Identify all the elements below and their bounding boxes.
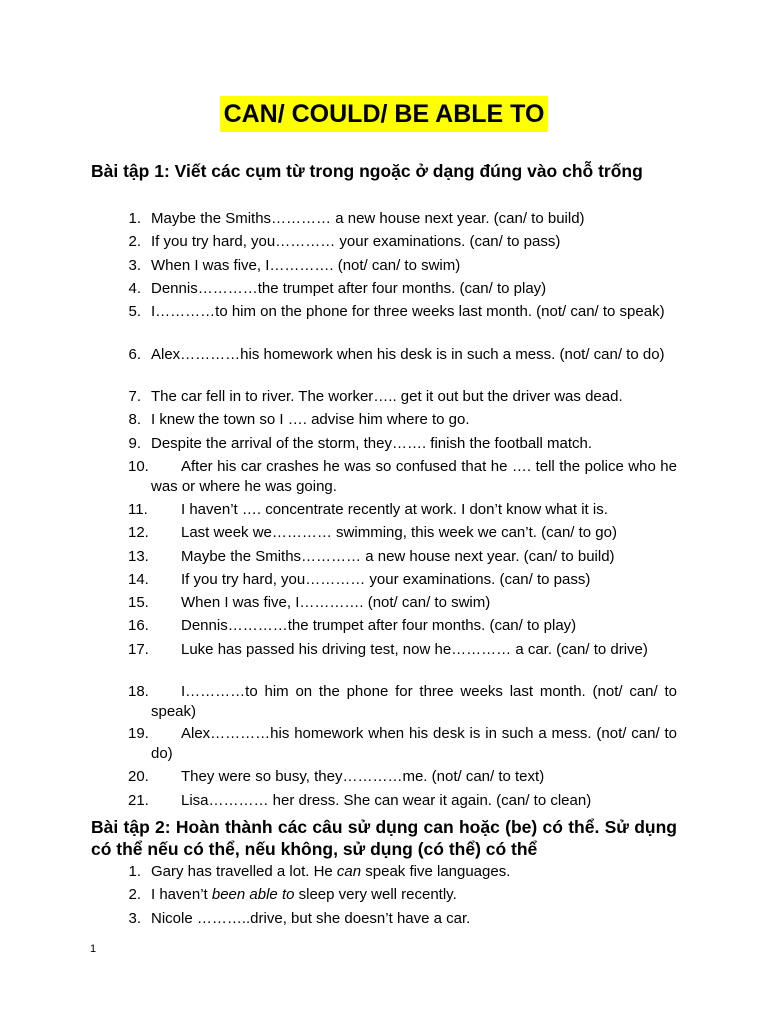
item-number: 7.: [128, 388, 141, 405]
item-text: When I was five, I…………. (not/ can/ to swim): [181, 594, 491, 611]
item-number: 16.: [128, 617, 149, 634]
item-text: The car fell in to river. The worker….. get it out but the driver was dead.: [151, 388, 623, 405]
item-text: I…………to him on the phone for three weeks last month. (not/ can/ to speak): [151, 303, 665, 320]
item-number: 13.: [128, 548, 149, 565]
item-text: [151, 885, 677, 905]
title-container: [0, 96, 768, 132]
item-number: 20.: [128, 768, 149, 785]
item-text: After his car crashes he was so confused that he …. tell the police who he was or where he was going.: [151, 458, 677, 495]
item-text-emphasis: can: [336, 863, 362, 880]
item-text: Lisa………… her dress. She can wear it again. (can/ to clean): [181, 792, 592, 809]
item-text-pre: Gary has travelled a lot. He: [151, 863, 337, 880]
item-number: 2.: [128, 886, 141, 903]
page-number: 1: [90, 943, 97, 955]
item-number: 15.: [128, 594, 149, 611]
item-text-post: sleep very well recently.: [294, 886, 457, 903]
item-text: Alex…………his homework when his desk is in such a mess. (not/ can/ to do): [151, 346, 665, 363]
item-number: 3.: [128, 257, 141, 274]
item-text: They were so busy, they…………me. (not/ can/ to text): [181, 768, 545, 785]
item-text: If you try hard, you………… your examinations. (can/ to pass): [151, 233, 561, 250]
item-text: If you try hard, you………… your examinations. (can/ to pass): [181, 571, 591, 588]
item-text-emphasis: been able to: [211, 886, 295, 903]
exercise-1-heading: Bài tập 1: Viết các cụm từ trong ngoặc ở dạng đúng vào chỗ trống: [91, 161, 643, 181]
exercise-2-heading: Bài tập 2: Hoàn thành các câu sử dụng can hoặc (be) có thể. Sử dụng có thể nếu có thể, nếu không, sử dụng (có thể) có thể: [91, 817, 677, 859]
item-text: Last week we………… swimming, this week we can’t. (can/ to go): [181, 524, 617, 541]
item-number: 10.: [128, 458, 149, 475]
item-text: Maybe the Smiths………… a new house next year. (can/ to build): [151, 210, 585, 227]
item-number: 2.: [128, 233, 141, 250]
item-number: 9.: [128, 435, 141, 452]
item-number: 1.: [128, 863, 141, 880]
item-number: 1.: [128, 210, 141, 227]
item-text: Despite the arrival of the storm, they……. finish the football match.: [151, 435, 593, 452]
item-text-pre: Nicole ………..drive, but she doesn’t have a car.: [151, 910, 471, 927]
item-number: 19.: [128, 725, 149, 742]
item-number: 17.: [128, 641, 149, 658]
item-number: 6.: [128, 346, 141, 363]
item-number: 4.: [128, 280, 141, 297]
item-text-post: speak five languages.: [361, 863, 511, 880]
item-number: 5.: [128, 303, 141, 320]
item-number: 14.: [128, 571, 149, 588]
item-text: Dennis…………the trumpet after four months. (can/ to play): [151, 280, 547, 297]
item-number: 11.: [128, 501, 148, 518]
document-title: CAN/ COULD/ BE ABLE TO: [220, 96, 549, 132]
item-number: 18.: [128, 683, 149, 700]
item-text: When I was five, I…………. (not/ can/ to swim): [151, 257, 461, 274]
item-text: I…………to him on the phone for three weeks last month. (not/ can/ to speak): [151, 683, 677, 720]
item-text: Luke has passed his driving test, now he………… a car. (can/ to drive): [181, 641, 648, 658]
item-text: [151, 909, 677, 929]
item-number: 12.: [128, 524, 149, 541]
item-text: I haven’t …. concentrate recently at work. I don’t know what it is.: [181, 501, 608, 518]
item-text-pre: I haven’t: [151, 886, 212, 903]
item-text: I knew the town so I …. advise him where to go.: [151, 411, 470, 428]
item-number: 21.: [128, 792, 149, 809]
item-text: [151, 862, 677, 882]
item-text: Maybe the Smiths………… a new house next year. (can/ to build): [181, 548, 615, 565]
item-text: Dennis…………the trumpet after four months. (can/ to play): [181, 617, 577, 634]
item-number: 8.: [128, 411, 141, 428]
item-number: 3.: [128, 910, 141, 927]
item-text: Alex…………his homework when his desk is in such a mess. (not/ can/ to do): [151, 725, 677, 762]
